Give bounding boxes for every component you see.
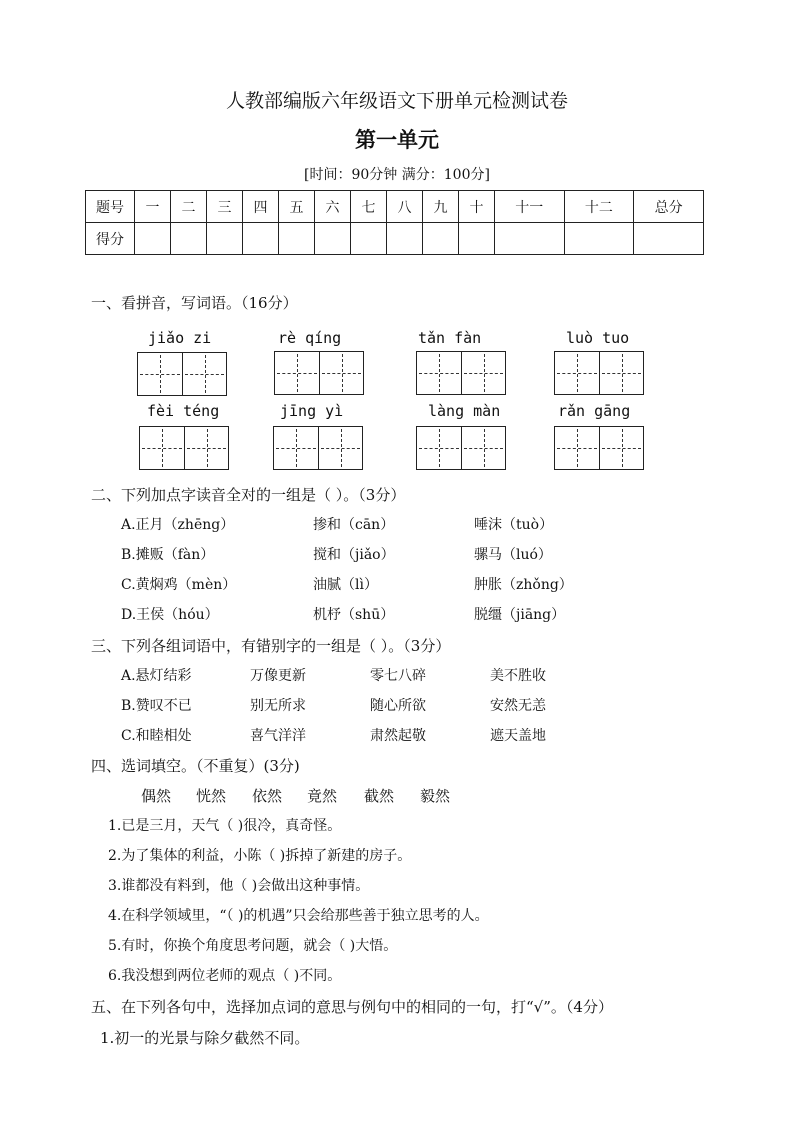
q2-option: D.王侯（hóu） xyxy=(121,607,219,623)
tianzi-grid[interactable] xyxy=(554,351,644,395)
word-option: 偶然 xyxy=(141,787,172,805)
score-cell: 七 xyxy=(351,191,387,223)
score-cell: 二 xyxy=(171,191,207,223)
q2-option: 掺和（cān） xyxy=(313,517,395,533)
unit-title: 第一单元 xyxy=(355,127,439,152)
score-cell: 题号 xyxy=(86,191,135,223)
q4-heading: 四、选词填空。（不重复）(3分) xyxy=(91,757,300,775)
tianzi-grid[interactable] xyxy=(273,426,363,470)
score-blank-cell[interactable] xyxy=(459,223,495,255)
score-row-label: 得分 xyxy=(86,223,135,255)
q3-option: 喜气洋洋 xyxy=(250,728,306,744)
pinyin-label: làng màn xyxy=(428,402,501,420)
score-cell: 三 xyxy=(207,191,243,223)
score-blank-cell[interactable] xyxy=(315,223,351,255)
tianzi-grid[interactable] xyxy=(554,426,644,470)
fill-blank-item: 3.谁都没有料到，他（ )会做出这种事情。 xyxy=(108,878,370,894)
q3-option: C.和睦相处 xyxy=(121,728,192,744)
fill-blank-item: 2.为了集体的利益，小陈（ )拆掉了新建的房子。 xyxy=(108,848,412,864)
tianzi-grid[interactable] xyxy=(274,351,364,395)
pinyin-label: jiǎo zi xyxy=(148,329,212,347)
q2-option: 脱缰（jiāng） xyxy=(474,607,566,623)
score-blank-cell[interactable] xyxy=(279,223,315,255)
q3-option: 万像更新 xyxy=(250,668,306,684)
score-cell: 四 xyxy=(243,191,279,223)
fill-blank-item: 4.在科学领域里，“（ )的机遇”只会给那些善于独立思考的人。 xyxy=(108,908,489,924)
score-blank-cell[interactable] xyxy=(171,223,207,255)
score-table-score-row xyxy=(86,223,704,255)
fill-blank-item: 1.已是三月，天气（ )很冷，真奇怪。 xyxy=(108,818,342,834)
score-blank-cell[interactable] xyxy=(243,223,279,255)
tianzi-grid[interactable] xyxy=(416,426,506,470)
q5-item: 1.初一的光景与除夕截然不同。 xyxy=(100,1029,310,1047)
q2-option: 机杼（shū） xyxy=(313,607,395,623)
q2-option: 搅和（jiǎo） xyxy=(313,547,395,563)
score-cell: 十二 xyxy=(564,191,634,223)
score-blank-cell[interactable] xyxy=(387,223,423,255)
fill-blank-item: 5.有时，你换个角度思考问题，就会（ )大悟。 xyxy=(108,938,398,954)
word-option: 截然 xyxy=(364,787,395,805)
score-table xyxy=(85,190,704,255)
q3-option: 随心所欲 xyxy=(370,698,426,714)
q3-option: 肃然起敬 xyxy=(370,728,426,744)
tianzi-grid[interactable] xyxy=(416,351,506,395)
score-table-header-row xyxy=(86,191,704,223)
score-cell: 六 xyxy=(315,191,351,223)
score-cell: 十一 xyxy=(495,191,565,223)
pinyin-label: rè qíng xyxy=(278,329,342,347)
q3-option: 美不胜收 xyxy=(490,668,546,684)
score-cell: 十 xyxy=(459,191,495,223)
score-cell: 一 xyxy=(135,191,171,223)
score-blank-cell[interactable] xyxy=(423,223,459,255)
q2-option: C.黄焖鸡（mèn） xyxy=(121,577,237,593)
word-option: 竟然 xyxy=(307,787,338,805)
word-option: 依然 xyxy=(252,787,283,805)
score-cell: 九 xyxy=(423,191,459,223)
q3-heading: 三、下列各组词语中，有错别字的一组是（ ）。（3分） xyxy=(91,637,451,655)
score-blank-cell[interactable] xyxy=(351,223,387,255)
tianzi-grid[interactable] xyxy=(137,352,227,396)
score-cell: 总分 xyxy=(634,191,704,223)
q2-option: B.摊贩（fàn） xyxy=(121,547,215,563)
score-blank-cell[interactable] xyxy=(135,223,171,255)
score-blank-cell[interactable] xyxy=(495,223,565,255)
score-blank-cell[interactable] xyxy=(207,223,243,255)
score-blank-cell[interactable] xyxy=(564,223,634,255)
score-cell: 八 xyxy=(387,191,423,223)
time-info: [时间：90分钟 满分：100分] xyxy=(304,167,490,183)
q2-heading: 二、下列加点字读音全对的一组是（ ）。（3分） xyxy=(91,486,406,504)
q2-option: 骡马（luó） xyxy=(474,547,552,563)
q3-option: 别无所求 xyxy=(250,698,306,714)
q2-option: 肿胀（zhǒng） xyxy=(474,577,573,593)
tianzi-grid[interactable] xyxy=(139,426,229,470)
pinyin-label: fèi téng xyxy=(147,402,220,420)
word-option: 毅然 xyxy=(420,787,451,805)
q3-option: B.赞叹不已 xyxy=(121,698,192,714)
q3-option: 安然无恙 xyxy=(490,698,546,714)
score-blank-cell[interactable] xyxy=(634,223,704,255)
q3-option: A.悬灯结彩 xyxy=(121,668,192,684)
pinyin-label: rǎn gāng xyxy=(558,402,631,420)
word-option: 恍然 xyxy=(196,787,227,805)
q5-heading: 五、在下列各句中，选择加点词的意思与例句中的相同的一句，打“√”。（4分） xyxy=(91,998,613,1016)
q2-option: A.正月（zhēng） xyxy=(121,517,235,533)
score-cell: 五 xyxy=(279,191,315,223)
q2-option: 油腻（lì） xyxy=(313,577,378,593)
exam-title: 人教部编版六年级语文下册单元检测试卷 xyxy=(225,90,568,112)
q2-option: 唾沫（tuò） xyxy=(474,517,554,533)
pinyin-label: jīng yì xyxy=(280,402,344,420)
fill-blank-item: 6.我没想到两位老师的观点（ )不同。 xyxy=(108,968,342,984)
q3-option: 遮天盖地 xyxy=(490,728,546,744)
pinyin-label: tǎn fàn xyxy=(418,329,482,347)
q3-option: 零七八碎 xyxy=(370,668,426,684)
pinyin-label: luò tuo xyxy=(566,329,630,347)
q1-heading: 一、看拼音，写词语。（16分） xyxy=(91,294,298,312)
